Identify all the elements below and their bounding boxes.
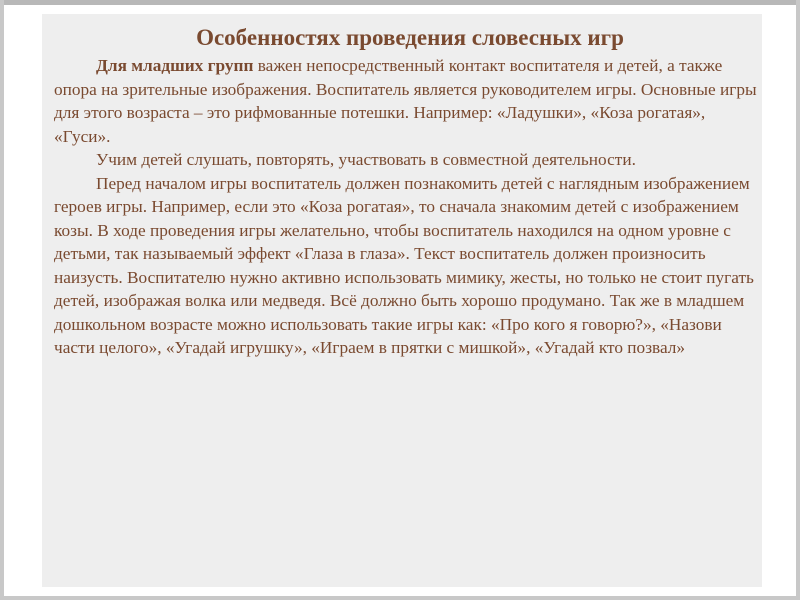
paragraph-younger-groups (54, 54, 766, 148)
paragraph-before-game: Перед началом игры воспитатель должен познакомить детей с наглядным изображением героев игры. Например, если это «Коза рогатая», то сначала знакомим детей с изображением козы. В ходе проведения игры желательно, чтобы воспитатель находился на одном уровне с детьми, так называемый эффект «Глаза в глаза». Текст воспитатель должен произносить наизусть. Воспитателю нужно активно использовать мимику, жесты, но только не стоит пугать детей, изображая волка или медведя. Всё должно быть хорошо продумано. Так же в младшем дошкольном возрасте можно использовать такие игры как: «Про кого я говорю?», «Назови части целого», «Угадай игрушку», «Играем в прятки с мишкой», «Угадай кто позвал» (54, 173, 754, 357)
paragraph-lead-bold: Для младших групп (96, 56, 254, 75)
frame-left-border (0, 0, 4, 600)
frame-top-border (0, 0, 800, 5)
frame-bottom-border (0, 596, 800, 600)
frame-right-border (796, 0, 800, 600)
slide-title: Особенностях проведения словесных игр (196, 25, 624, 50)
slide-content (54, 24, 766, 360)
paragraph-teach-children: Учим детей слушать, повторять, участвовать в совместной деятельности. (96, 150, 636, 169)
paragraph-body: важен непосредственный контакт воспитателя и детей, а также опора на зрительные изображения. Воспитатель является руководителем игры. Основные игры для этого возраста – это рифмованные потешки. Например: «Ладушки», «Коза рогатая», «Гуси». (54, 56, 757, 146)
